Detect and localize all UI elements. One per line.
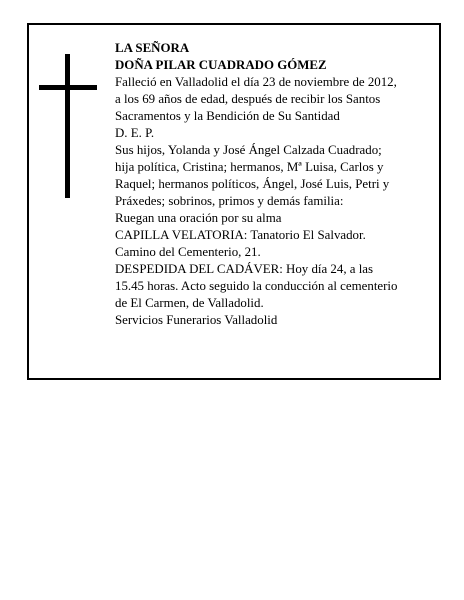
notice-heading-title: LA SEÑORA [115,41,190,55]
notice-line: hija política, Cristina; hermanos, Mª Luisa, Carlos y [115,160,384,174]
notice-deceased-name: DOÑA PILAR CUADRADO GÓMEZ [115,58,327,72]
notice-funeral-details: DESPEDIDA DEL CADÁVER: Hoy día 24, a las [115,262,374,276]
latin-cross-icon [39,54,97,198]
notice-text-block [115,40,435,329]
notice-line: Falleció en Valladolid el día 23 de noviembre de 2012, [115,75,397,89]
notice-line: Práxedes; sobrinos, primos y demás familia: [115,194,344,208]
notice-line: Raquel; hermanos políticos, Ángel, José Luis, Petri y [115,177,390,191]
cross-horizontal-bar [39,85,97,90]
notice-line: a los 69 años de edad, después de recibir los Santos [115,92,381,106]
notice-line: Sus hijos, Yolanda y José Ángel Calzada Cuadrado; [115,143,382,157]
notice-funeral-service-provider: Servicios Funerarios Valladolid [115,313,278,327]
cross-vertical-bar [65,54,70,198]
notice-rip: D. E. P. [115,126,155,140]
notice-wake-location: CAPILLA VELATORIA: Tanatorio El Salvador. [115,228,366,242]
notice-line: Camino del Cementerio, 21. [115,245,261,259]
notice-line: Ruegan una oración por su alma [115,211,282,225]
notice-line: de El Carmen, de Valladolid. [115,296,264,310]
notice-line: Sacramentos y la Bendición de Su Santidad [115,109,340,123]
obituary-notice [27,23,441,380]
notice-line: 15.45 horas. Acto seguido la conducción al cementerio [115,279,398,293]
